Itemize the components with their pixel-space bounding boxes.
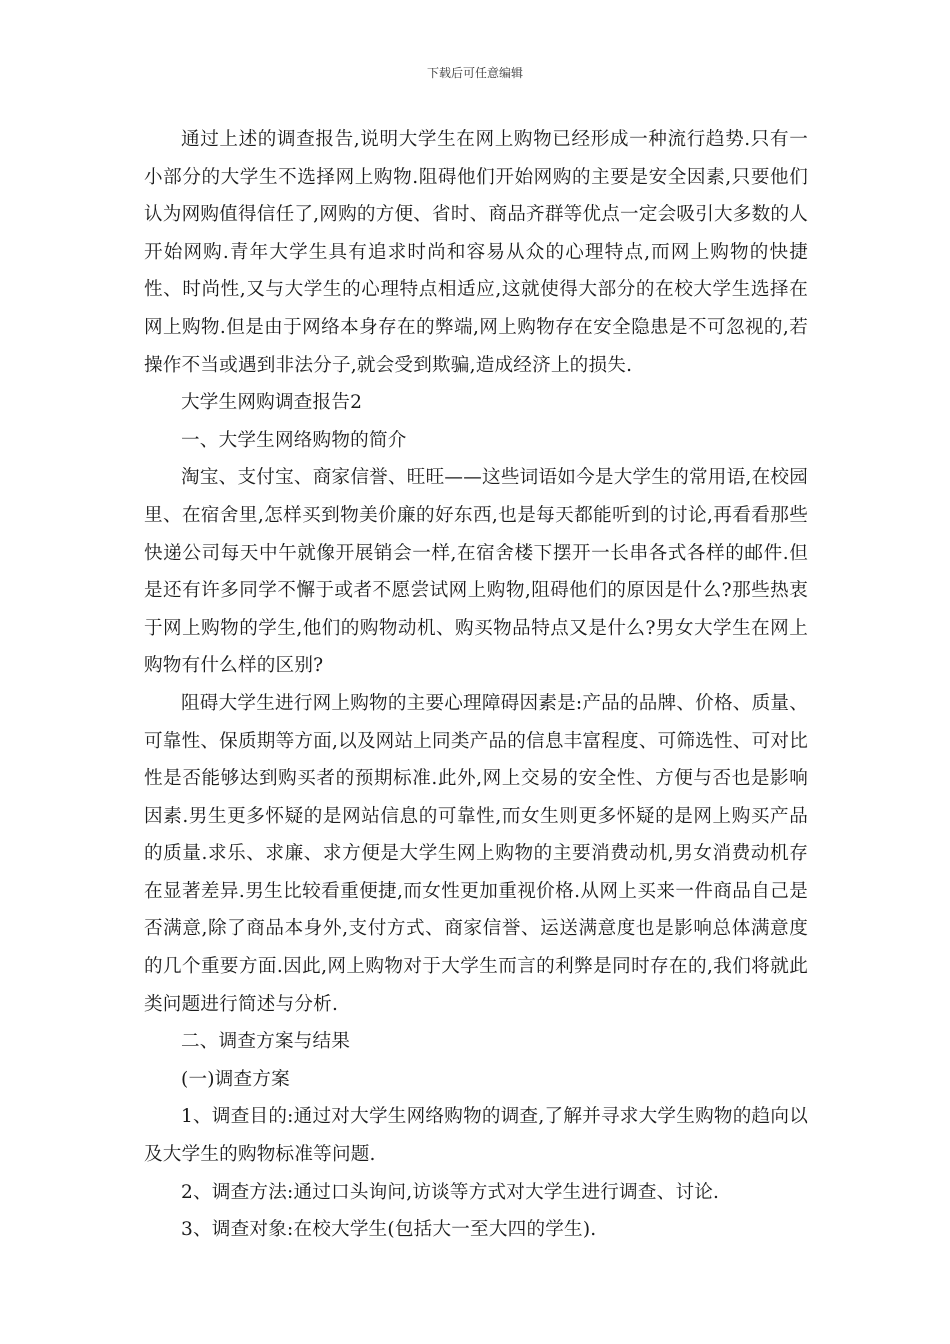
section-heading-intro: 一、大学生网络购物的简介 [181,429,407,451]
paragraph-barriers: 阻碍大学生进行网上购物的主要心理障碍因素是:产品的品牌、价格、质量、可靠性、保质期等方面,以及网站上同类产品的信息丰富程度、可筛选性、可对比性是否能够达到购买者的预期标准.此外,网上交易的安全性、方便与否也是影响因素.男生更多怀疑的是网站信息的可靠性,而女生则更多怀疑的是网上购买产品的质量.求乐、求廉、求方便是大学生网上购物的主要消费动机,男女消费动机存在显著差异.男生比较看重便捷,而女性更加重视价格.从网上买来一件商品自己是否满意,除了商品本身外,支付方式、商家信誉、运送满意度也是影响总体满意度的几个重要方面.因此,网上购物对于大学生而言的利弊是同时存在的,我们将就此类问题进行简述与分析. [144,692,808,1015]
page-header: 下载后可任意编辑 [426,66,523,80]
paragraph-conclusion: 通过上述的调查报告,说明大学生在网上购物已经形成一种流行趋势.只有一小部分的大学生不选择网上购物.阻碍他们开始网购的主要是安全因素,只要他们认为网购值得信任了,网购的方便、省时、商品齐群等优点一定会吸引大多数的人开始网购.青年大学生具有追求时尚和容易从众的心理特点,而网上购物的快捷性、时尚性,又与大学生的心理特点相适应,这就使得大部分的在校大学生选择在网上购物.但是由于网络本身存在的弊端,网上购物存在安全隐患是不可忽视的,若操作不当或遇到非法分子,就会受到欺骗,造成经济上的损失. [144,129,808,376]
report-title: 大学生网购调查报告2 [181,392,363,414]
document-body [144,121,808,1249]
subsection-heading-plan: (一)调查方案 [181,1068,290,1090]
section-heading-survey: 二、调查方案与结果 [181,1031,351,1053]
list-item-purpose: 1、调查目的:通过对大学生网络购物的调查,了解并寻求大学生购物的趋向以及大学生的购物标准等问题. [144,1106,808,1166]
paragraph-intro: 淘宝、支付宝、商家信誉、旺旺——这些词语如今是大学生的常用语,在校园里、在宿舍里,怎样买到物美价廉的好东西,也是每天都能听到的讨论,再看看那些快递公司每天中午就像开展销会一样,在宿舍楼下摆开一长串各式各样的邮件.但是还有许多同学不懈于或者不愿尝试网上购物,阻碍他们的原因是什么?那些热衷于网上购物的学生,他们的购物动机、购买物品特点又是什么?男女大学生在网上购物有什么样的区别? [144,467,808,677]
list-item-method: 2、调查方法:通过口头询问,访谈等方式对大学生进行调查、讨论. [181,1181,720,1203]
list-item-subjects: 3、调查对象:在校大学生(包括大一至大四的学生). [181,1219,597,1241]
